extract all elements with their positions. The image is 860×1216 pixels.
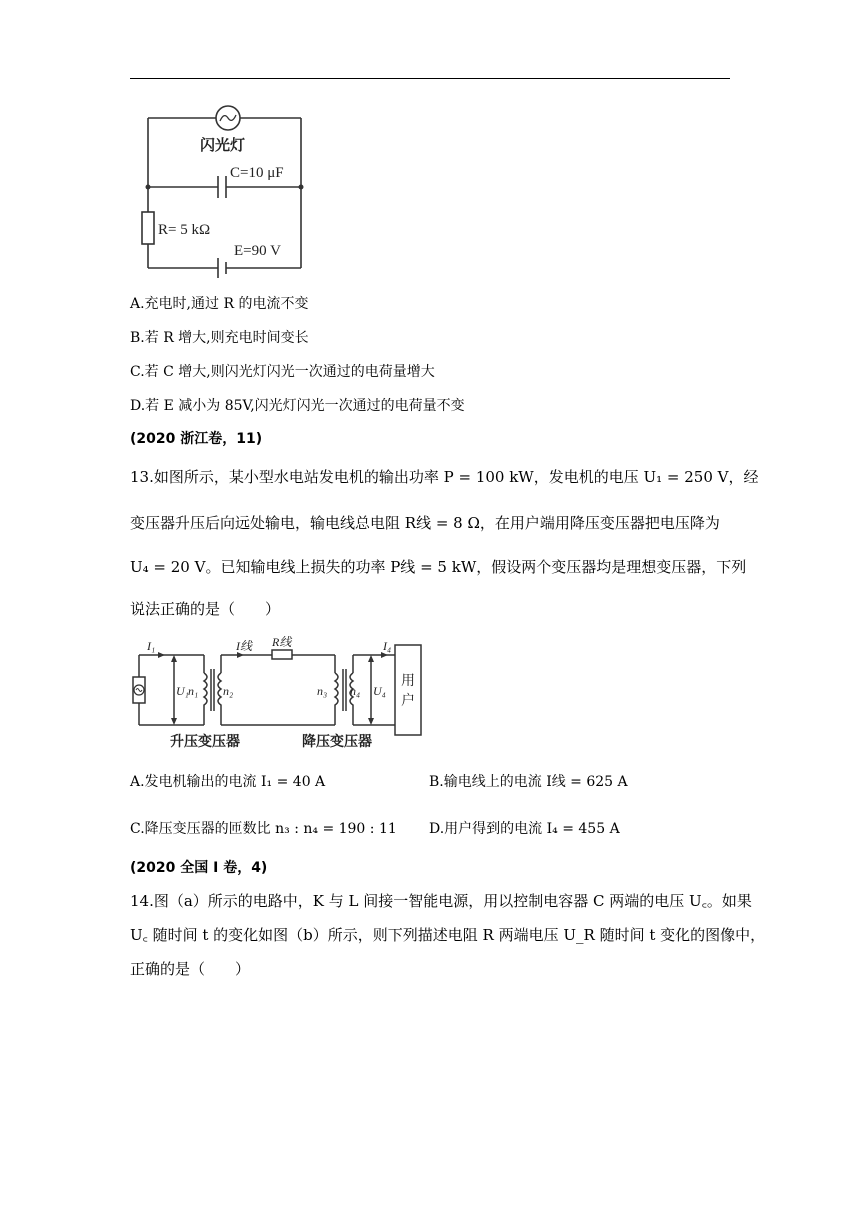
label-r-line: R线 [272, 635, 292, 649]
label-i-line: I线 [236, 639, 252, 653]
q13-stem-line-4: 说法正确的是（ ） [130, 600, 281, 618]
emf-label: E=90 V [234, 243, 281, 259]
header-rule [130, 78, 730, 79]
lamp-icon [216, 106, 240, 130]
q13-stem-line-2: 变压器升压后向远处输电，输电线总电阻 R线 = 8 Ω，在用户端用降压变压器把电压降为 [130, 514, 720, 532]
power-transmission-diagram [130, 633, 430, 751]
label-u4: U₄ [373, 684, 386, 698]
label-u1: U₁ [176, 684, 189, 698]
label-n4: n₄ [350, 684, 361, 698]
flash-lamp-circuit-diagram [138, 100, 313, 280]
q13-stem-line-3: U₄ = 20 V。已知输电线上损失的功率 P线 = 5 kW，假设两个变压器均是理想变压器，下列 [130, 558, 747, 576]
q12-option-a: A.充电时,通过 R 的电流不变 [130, 296, 309, 312]
label-n3: n₃ [317, 684, 328, 698]
label-i1: I₁ [147, 639, 156, 653]
label-i4: I₄ [383, 639, 392, 653]
step-up-label: 升压变压器 [170, 734, 240, 750]
q12-option-d: D.若 E 减小为 85V,闪光灯闪光一次通过的电荷量不变 [130, 398, 465, 414]
label-n1: n₁ [188, 684, 199, 698]
q12-option-b: B.若 R 增大,则充电时间变长 [130, 330, 309, 346]
q14-stem-line-1: 14.图（a）所示的电路中，K 与 L 间接一智能电源，用以控制电容器 C 两端的电压 U꜀。如果 [130, 892, 752, 910]
q13-option-a: A.发电机输出的电流 I₁ = 40 A [130, 774, 326, 790]
q13-stem-line-1: 13.如图所示，某小型水电站发电机的输出功率 P = 100 kW，发电机的电压 U₁ = 250 V，经 [130, 468, 759, 486]
q13-option-c: C.降压变压器的匝数比 n₃ : n₄ = 190 : 11 [130, 821, 397, 837]
q14-source: (2020 全国 I 卷，4) [130, 860, 268, 876]
step-down-label: 降压变压器 [302, 734, 372, 750]
q13-source: (2020 浙江卷，11) [130, 431, 263, 447]
lamp-label: 闪光灯 [200, 136, 246, 154]
generator-icon [133, 677, 145, 703]
label-n2: n₂ [223, 684, 234, 698]
q14-stem-line-3: 正确的是（ ） [130, 960, 251, 978]
resistor-label: R= 5 kΩ [158, 222, 211, 238]
q12-option-c: C.若 C 增大,则闪光灯闪光一次通过的电荷量增大 [130, 364, 435, 380]
q14-stem-line-2: U꜀ 随时间 t 的变化如图（b）所示，则下列描述电阻 R 两端电压 U_R 随时间 t 变化的图像中， [130, 926, 766, 944]
q13-option-d: D.用户得到的电流 I₄ = 455 A [429, 821, 620, 837]
capacitor-label: C=10 μF [230, 165, 284, 181]
user-label-1: 用 [401, 673, 415, 689]
q13-option-b: B.输电线上的电流 I线 = 625 A [429, 774, 628, 790]
user-label-2: 户 [401, 693, 415, 709]
